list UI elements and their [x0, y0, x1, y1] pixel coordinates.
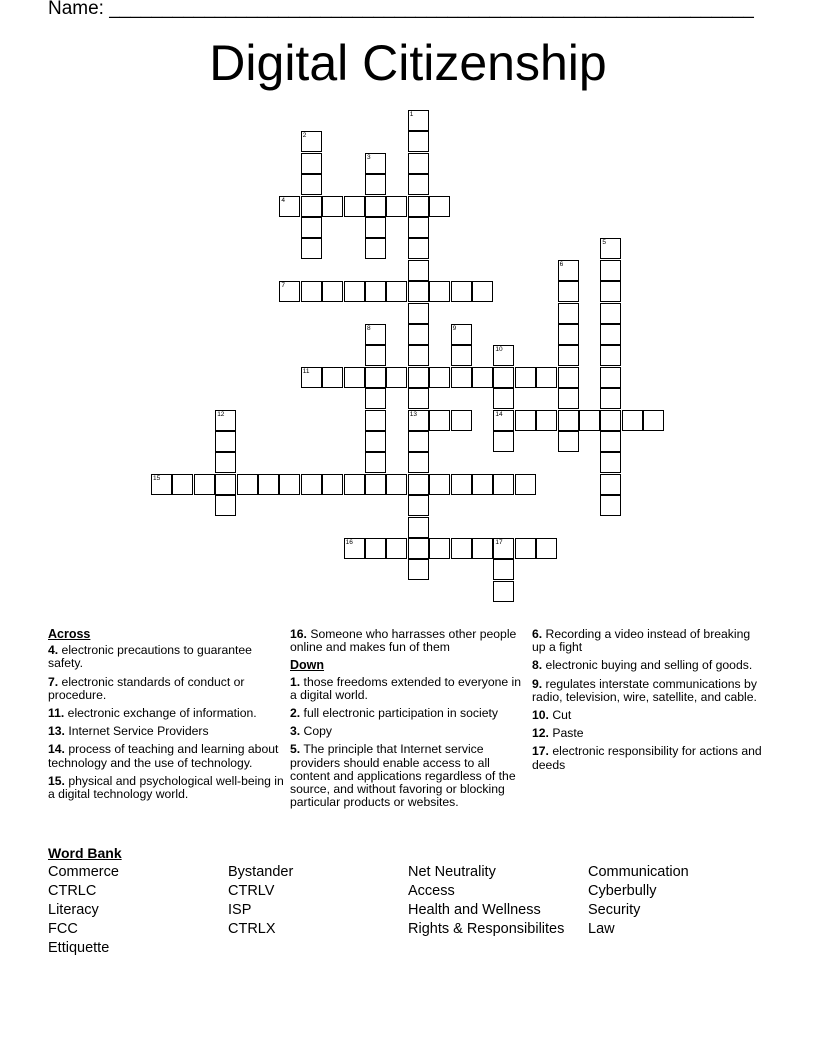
crossword-cell[interactable]	[301, 174, 322, 195]
crossword-cell[interactable]	[365, 153, 386, 174]
clue-item-number: 8.	[532, 658, 543, 673]
crossword-cell[interactable]	[301, 131, 322, 152]
clue-item-number: 16.	[290, 627, 307, 641]
crossword-cell[interactable]	[365, 174, 386, 195]
clue-item-number: 4.	[48, 643, 59, 658]
crossword-cell[interactable]	[215, 474, 236, 495]
crossword-cell[interactable]	[279, 474, 300, 495]
crossword-cell[interactable]	[301, 474, 322, 495]
across-clue-list-continued	[290, 628, 526, 654]
crossword-cell[interactable]	[365, 452, 386, 473]
clue-item-number: 5.	[290, 742, 301, 757]
crossword-cell[interactable]	[365, 431, 386, 452]
crossword-cell[interactable]	[536, 367, 557, 388]
clue-item	[290, 628, 526, 654]
crossword-cell[interactable]	[344, 474, 365, 495]
crossword-cell[interactable]	[301, 367, 322, 388]
crossword-cell[interactable]	[215, 431, 236, 452]
crossword-cell[interactable]	[408, 217, 429, 238]
down-heading: Down	[290, 658, 325, 673]
clue-item	[532, 745, 762, 771]
crossword-cell[interactable]	[301, 238, 322, 259]
clue-item-number: 17.	[532, 744, 549, 759]
crossword-cell[interactable]	[472, 538, 493, 559]
crossword-cell[interactable]	[279, 196, 300, 217]
crossword-cell[interactable]	[600, 474, 621, 495]
clue-item-text: Recording a video instead of breaking up a fight	[532, 627, 751, 655]
crossword-cell[interactable]	[451, 410, 472, 431]
crossword-cell[interactable]	[408, 303, 429, 324]
clue-number: 17	[495, 539, 503, 546]
clue-item-number: 10.	[532, 708, 549, 723]
across-clue-list	[48, 644, 284, 801]
crossword-cell[interactable]	[493, 345, 514, 366]
clue-item	[48, 743, 284, 769]
crossword-cell[interactable]	[558, 367, 579, 388]
word-bank-item: CTRLX	[228, 921, 276, 937]
crossword-cell[interactable]	[600, 324, 621, 345]
crossword-cell[interactable]	[365, 217, 386, 238]
crossword-cell[interactable]	[194, 474, 215, 495]
crossword-cell[interactable]	[344, 196, 365, 217]
crossword-cell[interactable]	[322, 281, 343, 302]
crossword-cell[interactable]	[558, 410, 579, 431]
crossword-cell[interactable]	[386, 538, 407, 559]
clue-item-text: electronic precautions to guarantee safety.	[48, 643, 252, 671]
crossword-cell[interactable]	[408, 174, 429, 195]
crossword-cell[interactable]	[451, 538, 472, 559]
clue-item-text: electronic exchange of information.	[64, 706, 257, 721]
crossword-cell[interactable]	[408, 196, 429, 217]
crossword-cell[interactable]	[386, 367, 407, 388]
crossword-cell[interactable]	[408, 131, 429, 152]
crossword-cell[interactable]	[579, 410, 600, 431]
clue-item	[532, 659, 762, 672]
crossword-cell[interactable]	[558, 260, 579, 281]
clue-item-number: 11.	[48, 706, 65, 721]
clue-item-number: 6.	[532, 627, 543, 641]
crossword-cell[interactable]	[429, 474, 450, 495]
crossword-cell[interactable]	[600, 431, 621, 452]
clue-number: 8	[367, 325, 371, 332]
word-bank-column	[588, 863, 689, 939]
clue-item-text: Copy	[300, 724, 333, 739]
crossword-cell[interactable]	[301, 196, 322, 217]
clue-number: 10	[495, 346, 503, 354]
crossword-cell[interactable]	[515, 538, 536, 559]
word-bank-item: ISP	[228, 902, 252, 918]
crossword-cell[interactable]	[386, 474, 407, 495]
crossword-cell[interactable]	[301, 153, 322, 174]
crossword-cell[interactable]	[365, 367, 386, 388]
word-bank-item: Ettiquette	[48, 940, 110, 956]
crossword-cell[interactable]	[408, 538, 429, 559]
crossword-cell[interactable]	[493, 474, 514, 495]
crossword-cell[interactable]	[600, 367, 621, 388]
crossword-cell[interactable]	[558, 431, 579, 452]
crossword-cell[interactable]	[600, 345, 621, 366]
crossword-cell[interactable]	[429, 410, 450, 431]
clue-item-number: 1.	[290, 674, 301, 689]
crossword-cell[interactable]	[429, 196, 450, 217]
crossword-cell[interactable]	[386, 196, 407, 217]
crossword-cell[interactable]	[344, 367, 365, 388]
across-heading: Across	[48, 627, 91, 641]
crossword-cell[interactable]	[451, 324, 472, 345]
clue-item-number: 13.	[48, 724, 65, 739]
clues-column-1	[48, 628, 284, 806]
crossword-cell[interactable]	[365, 238, 386, 259]
clue-item-text: The principle that Internet service providers should enable access to all content and applications regardless of the source, and without favoring or blocking particular products or websites.	[290, 742, 516, 810]
crossword-cell[interactable]	[237, 474, 258, 495]
crossword-cell[interactable]	[172, 474, 193, 495]
crossword-cell[interactable]	[408, 324, 429, 345]
crossword-cell[interactable]	[408, 281, 429, 302]
clue-number: 5	[602, 239, 607, 247]
clue-number: 1	[409, 111, 414, 118]
crossword-cell[interactable]	[408, 452, 429, 473]
clue-number: 16	[345, 539, 353, 546]
crossword-cell[interactable]	[322, 196, 343, 217]
word-bank-item: Commerce	[48, 864, 119, 880]
crossword-cell[interactable]	[301, 281, 322, 302]
crossword-cell[interactable]	[408, 110, 429, 131]
crossword-cell[interactable]	[151, 474, 172, 495]
clue-item-text: electronic standards of conduct or procedure.	[48, 674, 245, 702]
clue-item	[48, 676, 284, 702]
crossword-cell[interactable]	[558, 324, 579, 345]
crossword-cell[interactable]	[451, 281, 472, 302]
clue-item-text: regulates interstate communications by radio, television, wire, satellite, and cable.	[532, 676, 757, 704]
clue-item	[48, 707, 284, 720]
crossword-cell[interactable]	[365, 474, 386, 495]
down-clue-list	[290, 676, 526, 810]
crossword-cell[interactable]	[301, 217, 322, 238]
clue-number: 6	[559, 260, 564, 268]
clue-item	[532, 628, 762, 654]
clue-item	[532, 678, 762, 704]
name-field[interactable]: Name: _____________________________________________________________	[48, 0, 754, 19]
crossword-cell[interactable]	[322, 367, 343, 388]
word-bank-heading: Word Bank	[48, 845, 122, 861]
crossword-cell[interactable]	[365, 324, 386, 345]
crossword-cell[interactable]	[493, 388, 514, 409]
crossword-cell[interactable]	[365, 538, 386, 559]
word-bank-item: Bystander	[228, 864, 294, 880]
crossword-cell[interactable]	[515, 410, 536, 431]
crossword-cell[interactable]	[215, 410, 236, 431]
crossword-cell[interactable]	[536, 538, 557, 559]
crossword-cell[interactable]	[558, 281, 579, 302]
clues-column-2	[290, 628, 526, 814]
crossword-cell[interactable]	[600, 303, 621, 324]
clue-item-number: 7.	[48, 674, 59, 689]
crossword-cell[interactable]	[600, 452, 621, 473]
crossword-cell[interactable]	[408, 431, 429, 452]
clue-item	[290, 725, 526, 738]
clue-item-text: electronic buying and selling of goods.	[542, 658, 753, 673]
clues-column-3	[532, 628, 762, 777]
crossword-cell[interactable]	[408, 367, 429, 388]
crossword-cell[interactable]	[493, 367, 514, 388]
crossword-cell[interactable]	[600, 388, 621, 409]
crossword-cell[interactable]	[472, 367, 493, 388]
clue-item-number: 3.	[290, 724, 301, 739]
crossword-cell[interactable]	[600, 410, 621, 431]
clue-number: 15	[153, 474, 161, 482]
word-bank-item: Literacy	[48, 902, 99, 918]
crossword-cell[interactable]	[600, 260, 621, 281]
page-title: Digital Citizenship	[209, 35, 607, 91]
crossword-cell[interactable]	[429, 367, 450, 388]
crossword-cell[interactable]	[622, 410, 643, 431]
crossword-cell[interactable]	[365, 410, 386, 431]
crossword-cell[interactable]	[408, 260, 429, 281]
crossword-cell[interactable]	[429, 281, 450, 302]
crossword-cell[interactable]	[408, 388, 429, 409]
crossword-cell[interactable]	[408, 495, 429, 516]
clue-item-number: 12.	[532, 726, 549, 741]
clue-item	[532, 727, 762, 740]
clue-item	[48, 725, 284, 738]
word-bank-item: Cyberbully	[588, 883, 657, 899]
crossword-cell[interactable]	[386, 281, 407, 302]
clue-item-text: Internet Service Providers	[64, 724, 209, 739]
crossword-cell[interactable]	[493, 559, 514, 580]
crossword-cell[interactable]	[493, 581, 514, 602]
crossword-cell[interactable]	[600, 281, 621, 302]
crossword-cell[interactable]	[536, 410, 557, 431]
crossword-cell[interactable]	[344, 281, 365, 302]
crossword-cell[interactable]	[515, 367, 536, 388]
clue-item	[48, 644, 284, 670]
crossword-cell[interactable]	[258, 474, 279, 495]
word-bank-item: Health and Wellness	[408, 902, 541, 918]
clue-item	[290, 743, 526, 809]
clue-number: 14	[495, 410, 503, 418]
crossword-cell[interactable]	[365, 388, 386, 409]
crossword-cell[interactable]	[408, 345, 429, 366]
word-bank-column	[228, 863, 293, 939]
crossword-cell[interactable]	[558, 345, 579, 366]
clue-number: 12	[217, 410, 225, 418]
clue-item	[532, 709, 762, 722]
crossword-cell[interactable]	[493, 538, 514, 559]
crossword-cell[interactable]	[322, 474, 343, 495]
clue-item-text: those freedoms extended to everyone in a digital world.	[290, 674, 522, 702]
clue-item-number: 14.	[48, 742, 65, 757]
word-bank-item: FCC	[48, 921, 78, 937]
clue-number: 7	[281, 282, 286, 290]
word-bank-item: Rights & Responsibilites	[408, 921, 565, 937]
crossword-cell[interactable]	[643, 410, 664, 431]
clue-item	[48, 775, 284, 801]
clue-number: 9	[452, 325, 457, 332]
crossword-cell[interactable]	[365, 196, 386, 217]
word-bank-item: Net Neutrality	[408, 864, 496, 880]
crossword-cell[interactable]	[429, 538, 450, 559]
clue-item-text: Paste	[548, 726, 584, 741]
clue-item	[290, 676, 526, 702]
down-clue-list-continued	[532, 628, 762, 772]
crossword-cell[interactable]	[600, 495, 621, 516]
clue-number: 13	[409, 410, 418, 418]
crossword-cell[interactable]	[215, 452, 236, 473]
crossword-cell[interactable]	[472, 474, 493, 495]
word-bank-item: CTRLV	[228, 883, 275, 899]
word-bank-item: CTRLC	[48, 883, 97, 899]
crossword-cell[interactable]	[408, 517, 429, 538]
crossword-cell[interactable]	[451, 367, 472, 388]
crossword-cell[interactable]	[600, 238, 621, 259]
clue-item	[290, 707, 526, 720]
crossword-cell[interactable]	[472, 281, 493, 302]
clue-item-text: Someone who harrasses other people online and makes fun of them	[290, 627, 517, 655]
crossword-cell[interactable]	[279, 281, 300, 302]
crossword-cell[interactable]	[558, 388, 579, 409]
crossword-cell[interactable]	[408, 153, 429, 174]
crossword-cell[interactable]	[515, 474, 536, 495]
word-bank-item: Access	[408, 883, 455, 899]
crossword-cell[interactable]	[344, 538, 365, 559]
crossword-cell[interactable]	[408, 559, 429, 580]
crossword-cell[interactable]	[365, 281, 386, 302]
clue-number: 2	[302, 132, 307, 140]
crossword-cell[interactable]	[408, 410, 429, 431]
word-bank-column	[408, 863, 564, 939]
crossword-cell[interactable]	[493, 410, 514, 431]
crossword-cell[interactable]	[493, 431, 514, 452]
word-bank-item: Communication	[588, 864, 689, 880]
clue-item-text: physical and psychological well-being in a digital technology world.	[48, 773, 284, 802]
clue-number: 4	[281, 196, 286, 204]
word-bank-item: Security	[588, 902, 641, 918]
word-bank-column	[48, 863, 119, 958]
crossword-cell[interactable]	[408, 474, 429, 495]
clue-item-number: 2.	[290, 706, 301, 721]
clue-number: 3	[367, 153, 371, 161]
crossword-cell[interactable]	[451, 345, 472, 366]
clue-item-number: 15.	[48, 773, 65, 788]
clue-item-text: Cut	[548, 708, 572, 723]
clue-item-text: process of teaching and learning about technology and the use of technology.	[48, 742, 279, 770]
clue-number: 11	[302, 367, 310, 375]
crossword-cell[interactable]	[451, 474, 472, 495]
clue-item-text: full electronic participation in society	[300, 706, 498, 721]
crossword-cell[interactable]	[408, 238, 429, 259]
crossword-cell[interactable]	[365, 345, 386, 366]
clue-item-number: 9.	[532, 676, 543, 691]
crossword-cell[interactable]	[215, 495, 236, 516]
clue-item-text: electronic responsibility for actions and deeds	[532, 744, 762, 772]
crossword-cell[interactable]	[558, 303, 579, 324]
word-bank-item: Law	[588, 921, 615, 937]
